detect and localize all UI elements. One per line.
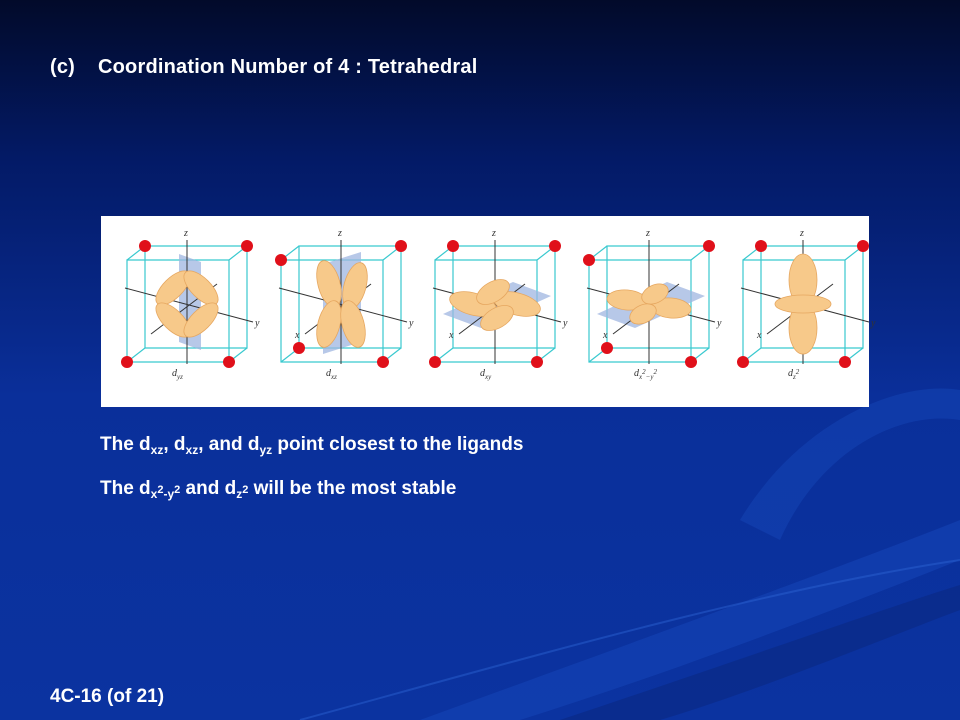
orbital-panel — [121, 228, 260, 381]
statement-stable: The $d_{x^2-y^2}$ and $d_{z^2}$ will be the most stable — [100, 478, 457, 501]
y-axis-label: y — [409, 318, 414, 329]
orbital-label: $d_{xz}$ — [326, 368, 337, 381]
x-axis-label: x — [295, 330, 300, 341]
ligand-dot — [549, 240, 561, 252]
y-axis-label: y — [563, 318, 568, 329]
ligand-dot — [223, 356, 235, 368]
slide-heading — [50, 56, 477, 79]
z-axis-label: z — [184, 228, 188, 239]
orbital-panel — [275, 228, 414, 381]
ligand-dot — [839, 356, 851, 368]
orbital-torus — [775, 295, 831, 313]
orbital-panel — [583, 228, 722, 381]
y-axis-label: y — [871, 318, 876, 329]
ligand-dot — [601, 342, 613, 354]
ligand-dot — [857, 240, 869, 252]
orbital-panel — [429, 228, 568, 381]
z-axis-label: z — [338, 228, 342, 239]
ligand-dot — [275, 254, 287, 266]
y-axis-label: y — [717, 318, 722, 329]
ligand-dot — [293, 342, 305, 354]
ligand-dot — [429, 356, 441, 368]
x-axis-label: x — [603, 330, 608, 341]
z-axis-label: z — [800, 228, 804, 239]
x-axis-label: x — [757, 330, 762, 341]
orbital-panel — [737, 228, 876, 381]
statement-closest: The $d_{xz}$, $d_{xz}$, and $d_{yz}$ point closest to the ligands — [100, 434, 524, 457]
z-axis-label: z — [492, 228, 496, 239]
heading-tag: (c) — [50, 56, 76, 78]
ligand-dot — [755, 240, 767, 252]
z-axis-label: z — [646, 228, 650, 239]
ligand-dot — [139, 240, 151, 252]
ligand-dot — [121, 356, 133, 368]
y-axis-label: y — [255, 318, 260, 329]
x-axis-label: x — [449, 330, 454, 341]
slide-number: 4C-16 (of 21) — [50, 686, 165, 707]
orbital-label: $d_{yz}$ — [172, 368, 183, 381]
ligand-dot — [395, 240, 407, 252]
ligand-dot — [703, 240, 715, 252]
ligand-dot — [685, 356, 697, 368]
orbital-label: $d_x^2_{-y}^2$ — [634, 368, 657, 381]
d-orbital-figure — [101, 216, 876, 407]
ligand-dot — [241, 240, 253, 252]
orbital-label: $d_z^2$ — [788, 368, 800, 381]
orbital-label: $d_{xy}$ — [480, 368, 492, 381]
ligand-dot — [531, 356, 543, 368]
heading-title: Coordination Number of 4 : Tetrahedral — [98, 56, 478, 78]
ligand-dot — [737, 356, 749, 368]
orbital-diagram — [101, 216, 876, 407]
ligand-dot — [583, 254, 595, 266]
ligand-dot — [447, 240, 459, 252]
ligand-dot — [377, 356, 389, 368]
